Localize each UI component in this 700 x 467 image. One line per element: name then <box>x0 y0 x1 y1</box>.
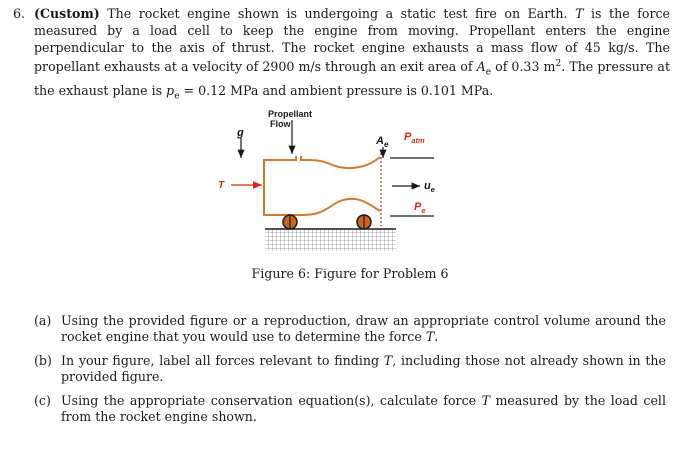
problem-number: 6. <box>13 6 26 21</box>
ambient-pressure-label: $P_{atm}$ <box>404 131 425 145</box>
ground-hatch <box>265 229 396 251</box>
exit-velocity-label: $u_e$ <box>424 180 435 194</box>
part-b: (b) In your figure, label all forces relevant to finding T, including those not already shown in the provided figure. <box>34 353 666 384</box>
figure-caption: Figure 6: Figure for Problem 6 <box>251 266 449 281</box>
exit-pressure-label: $P_e$ <box>414 201 426 215</box>
problem-tag: (Custom) <box>34 6 100 21</box>
propellant-label: Propellant <box>268 109 313 119</box>
flow-label: Flow <box>270 119 291 129</box>
part-c: (c) Using the appropriate conservation equation(s), calculate force T measured by the load cell from the rocket engine shown. <box>34 393 666 424</box>
engine-body <box>264 156 380 215</box>
part-a: (a) Using the provided figure or a reproduction, draw an appropriate control volume around the rocket engine that you would use to determine the force T. <box>34 313 666 344</box>
gravity-label: g <box>237 127 244 139</box>
problem-text: (Custom) The rocket engine shown is undergoing a static test fire on Earth. T is the force measured by a load cell to keep the engine from moving. Propellant enters the engine perpendicular to the axis of thrust. The rocket engine exhausts a mass flow of 45 kg/s. The propellant exhausts at a velocity of 2900 m/s through an exit area of $A_e$ of 0.33 $m^2$. The pressure at the exhaust plane is $p_e = 0.12$ MPa and ambient pressure is 0.101 MPa. <box>34 6 671 102</box>
problem-parts <box>34 313 666 433</box>
thrust-force-label: T <box>218 180 225 191</box>
exit-area-label: $A_e$ <box>376 135 389 149</box>
